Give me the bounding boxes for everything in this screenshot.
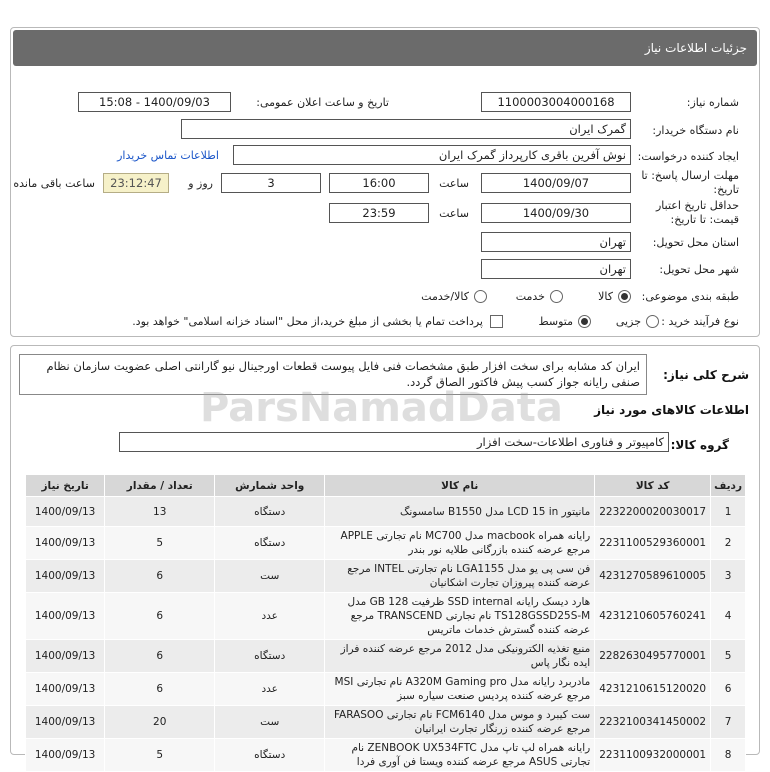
cell-goods-code: 2282630495770001 — [595, 640, 711, 673]
buyer-contact-link[interactable]: اطلاعات تماس خریدار — [117, 149, 219, 162]
deadline-time-field: 16:00 — [329, 173, 429, 193]
category-radio-service[interactable] — [550, 290, 563, 303]
buyer-org-label: نام دستگاه خریدار: — [652, 124, 739, 137]
city-label: شهر محل تحویل: — [659, 263, 739, 276]
cell-quantity: 6 — [105, 640, 215, 673]
cell-quantity: 20 — [105, 706, 215, 739]
category-radio-goods-service[interactable] — [474, 290, 487, 303]
deadline-date-field: 1400/09/07 — [481, 173, 631, 193]
process-type-label: نوع فرآیند خرید : — [661, 315, 739, 328]
col-row-header: ردیف — [711, 475, 746, 497]
cell-goods-code: 2231100529360001 — [595, 527, 711, 560]
cell-row-index: 3 — [711, 560, 746, 593]
cell-goods-name: ست کیبرد و موس مدل FCM6140 نام تجارتی FARASOO مرجع عرضه کننده زرنگار تجارت ایرانیان — [325, 706, 595, 739]
need-number-label: شماره نیاز: — [686, 96, 739, 109]
cell-unit: دستگاه — [215, 497, 325, 527]
requester-label: ایجاد کننده درخواست: — [637, 150, 739, 163]
col-qty-header: تعداد / مقدار — [105, 475, 215, 497]
province-label: استان محل تحویل: — [652, 236, 739, 249]
cell-need-date: 1400/09/13 — [26, 706, 105, 739]
cell-quantity: 6 — [105, 560, 215, 593]
col-date-header: تاریخ نیاز — [26, 475, 105, 497]
cell-goods-name: فن سی پی یو مدل LGA1155 نام تجارتی INTEL مرجع عرضه کننده پیروزان تجارت اشکانیان — [325, 560, 595, 593]
announce-datetime-label: تاریخ و ساعت اعلان عمومی: — [256, 96, 389, 109]
goods-group-label: گروه کالا: — [670, 438, 729, 452]
cell-need-date: 1400/09/13 — [26, 673, 105, 706]
cell-goods-code: 4231210605760241 — [595, 593, 711, 640]
days-label: روز و — [188, 177, 213, 190]
category-radio-goods[interactable] — [618, 290, 631, 303]
validity-time-field: 23:59 — [329, 203, 429, 223]
cell-goods-name: رایانه همراه macbook مدل MC700 نام تجارتی APPLE مرجع عرضه کننده بازرگانی طلایه نور بندر — [325, 527, 595, 560]
need-number-field: 1100003004000168 — [481, 92, 631, 112]
col-name-header: نام کالا — [325, 475, 595, 497]
goods-info-title: اطلاعات کالاهای مورد نیاز — [594, 403, 749, 417]
cell-row-index: 7 — [711, 706, 746, 739]
cell-goods-code: 4231210615120020 — [595, 673, 711, 706]
table-row — [26, 527, 746, 560]
cell-row-index: 8 — [711, 739, 746, 772]
remaining-time-field: 23:12:47 — [103, 173, 169, 193]
process-radio-medium[interactable] — [578, 315, 591, 328]
cell-unit: ست — [215, 706, 325, 739]
cell-row-index: 6 — [711, 673, 746, 706]
cell-quantity: 13 — [105, 497, 215, 527]
col-unit-header: واحد شمارش — [215, 475, 325, 497]
goods-group-field: کامپیوتر و فناوری اطلاعات-سخت افزار — [119, 432, 669, 452]
cell-quantity: 5 — [105, 739, 215, 772]
cell-quantity: 5 — [105, 527, 215, 560]
cell-row-index: 5 — [711, 640, 746, 673]
cell-goods-name: منبع تغذیه الکترونیکی مدل 2012 مرجع عرضه کننده فراز ایده نگار پاس — [325, 640, 595, 673]
page-title: جزئیات اطلاعات نیاز — [13, 30, 757, 66]
need-details-panel — [10, 27, 760, 337]
treasury-checkbox[interactable] — [490, 315, 503, 328]
category-option-goods: کالا — [598, 290, 613, 303]
cell-unit: عدد — [215, 673, 325, 706]
treasury-note: پرداخت تمام یا بخشی از مبلغ خرید،از محل "اسناد خزانه اسلامی" خواهد بود. — [132, 315, 483, 328]
cell-goods-code: 2231100932000001 — [595, 739, 711, 772]
validity-label-line2: قیمت: تا تاریخ: — [670, 213, 739, 226]
cell-row-index: 1 — [711, 497, 746, 527]
need-description-field: ایران کد مشابه برای سخت افزار طبق مشخصات فنی فایل پیوست قطعات اورجینال نیو گارانتی اصلی عضویت سازمان نظام صنفی رایانه جواز کسب پیش فاکتور الصاق گردد. — [19, 354, 647, 395]
deadline-time-label: ساعت — [439, 177, 469, 190]
cell-need-date: 1400/09/13 — [26, 560, 105, 593]
process-option-minor: جزیی — [615, 315, 641, 328]
deadline-label: مهلت ارسال پاسخ: تا — [641, 169, 739, 182]
watermark-text: ParsNamadData — [200, 385, 563, 431]
cell-need-date: 1400/09/13 — [26, 640, 105, 673]
remaining-label: ساعت باقی مانده — [13, 177, 95, 190]
table-row — [26, 593, 746, 640]
col-code-header: کد کالا — [595, 475, 711, 497]
cell-row-index: 2 — [711, 527, 746, 560]
deadline-label-line2: تاریخ: — [713, 183, 739, 196]
goods-details-panel — [10, 345, 760, 768]
announce-datetime-field: 1400/09/03 - 15:08 — [78, 92, 231, 112]
cell-goods-name: هارد دیسک رایانه SSD internal ظرفیت GB 128 مدل TS128GSSD25S-M نام تجارتی TRANSCEND مرجع عرضه کننده گسترش خدمات ماتریس — [325, 593, 595, 640]
cell-need-date: 1400/09/13 — [26, 497, 105, 527]
cell-goods-code: 4231270589610005 — [595, 560, 711, 593]
table-row — [26, 560, 746, 593]
need-description-label: شرح کلی نیاز: — [663, 368, 749, 382]
goods-table — [25, 474, 746, 772]
cell-need-date: 1400/09/13 — [26, 739, 105, 772]
cell-unit: عدد — [215, 593, 325, 640]
cell-unit: ست — [215, 560, 325, 593]
process-radio-minor[interactable] — [646, 315, 659, 328]
validity-label: حداقل تاریخ اعتبار — [655, 199, 739, 212]
validity-time-label: ساعت — [439, 207, 469, 220]
table-row — [26, 497, 746, 527]
cell-unit: دستگاه — [215, 640, 325, 673]
cell-need-date: 1400/09/13 — [26, 593, 105, 640]
cell-unit: دستگاه — [215, 527, 325, 560]
cell-quantity: 6 — [105, 593, 215, 640]
province-field: تهران — [481, 232, 631, 252]
buyer-org-field: گمرک ایران — [181, 119, 631, 139]
category-option-goods-service: کالا/خدمت — [421, 290, 469, 303]
category-label: طبقه بندی موضوعی: — [641, 290, 739, 303]
cell-goods-code: 2232100341450002 — [595, 706, 711, 739]
cell-quantity: 6 — [105, 673, 215, 706]
deadline-days-field: 3 — [221, 173, 321, 193]
validity-date-field: 1400/09/30 — [481, 203, 631, 223]
city-field: تهران — [481, 259, 631, 279]
cell-goods-name: مادربرد رایانه مدل A320M Gaming pro نام تجارتی MSI مرجع عرضه کننده پردیس صنعت سیاره سبز — [325, 673, 595, 706]
cell-goods-name: رایانه همراه لپ تاپ مدل ZENBOOK UX534FTC نام تجارتی ASUS مرجع عرضه کننده ویستا فن آوری فردا — [325, 739, 595, 772]
cell-unit: دستگاه — [215, 739, 325, 772]
table-header-row — [26, 475, 746, 497]
cell-goods-code: 2232200020030017 — [595, 497, 711, 527]
process-option-medium: متوسط — [538, 315, 573, 328]
cell-row-index: 4 — [711, 593, 746, 640]
cell-goods-name: مانیتور LCD 15 in مدل B1550 سامسونگ — [325, 497, 595, 527]
requester-field: نوش آفرین باقری کارپرداز گمرک ایران — [233, 145, 631, 165]
table-row — [26, 739, 746, 772]
table-row — [26, 640, 746, 673]
table-row — [26, 673, 746, 706]
table-row — [26, 706, 746, 739]
category-option-service: خدمت — [515, 290, 545, 303]
cell-need-date: 1400/09/13 — [26, 527, 105, 560]
